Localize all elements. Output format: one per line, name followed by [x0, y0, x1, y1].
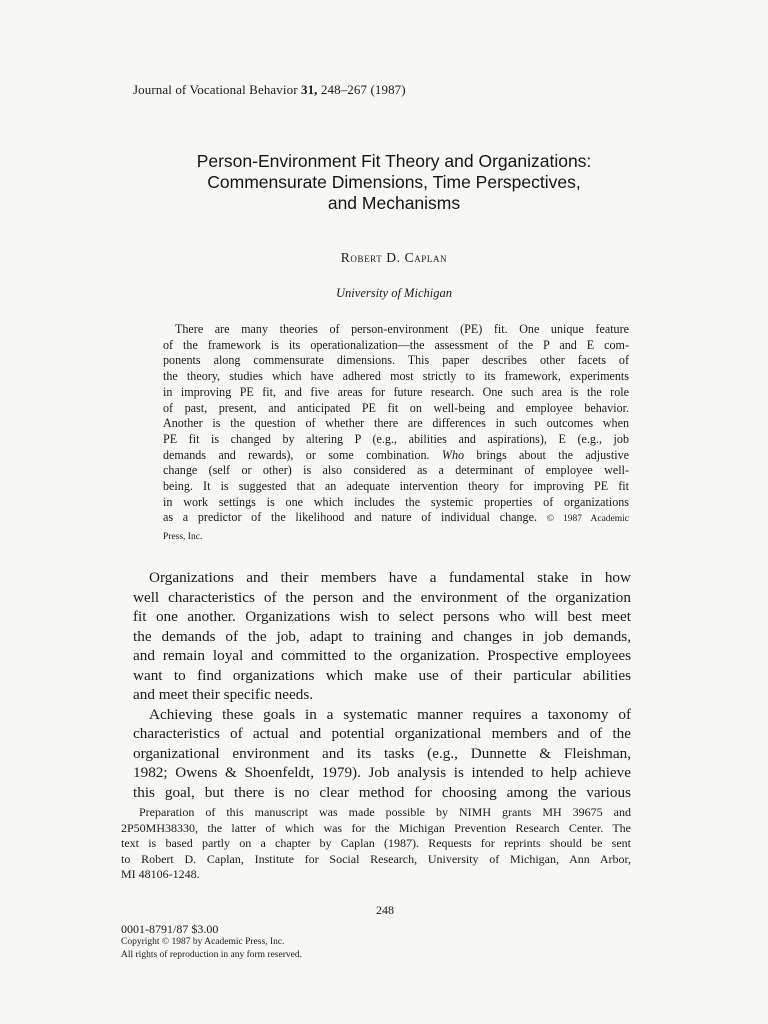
abstract-line: change (self or other) is also considered as a determinant of employee well-	[163, 463, 629, 478]
title-line: and Mechanisms	[327, 193, 461, 213]
abstract-line: of the framework is its operationalization—the assessment of the P and E com-	[163, 337, 629, 352]
journal-volume: 31,	[300, 82, 318, 97]
footnote-line: 2P50MH38330, the latter of which was for the Michigan Prevention Research Center. The	[121, 820, 631, 835]
abstract-line	[163, 510, 629, 528]
journal-citation	[133, 82, 406, 98]
abstract-line: of past, present, and anticipated PE fit on well-being and employee behavior.	[163, 400, 629, 415]
body-line: Organizations and their members have a fundamental stake in how	[149, 569, 631, 586]
body-line: Achieving these goals in a systematic manner requires a taxonomy of	[149, 705, 631, 723]
journal-pages-year: 248–267 (1987)	[320, 82, 406, 97]
title-line: Person-Environment Fit Theory and Organizations:	[196, 151, 592, 171]
abstract-line-text: demands and rewards), or some combination.	[163, 447, 430, 462]
abstract-line: PE fit is changed by altering P (e.g., abilities and aspirations), E (e.g., job	[163, 431, 629, 446]
footnote-line: to Robert D. Caplan, Institute for Social Research, University of Michigan, Ann Arbor,	[121, 851, 631, 866]
body-line: well characteristics of the person and the environment of the organization	[133, 588, 631, 606]
abstract-line: Another is the question of whether there are differences in such outcomes when	[163, 416, 629, 431]
body-line: want to find organizations which make use of their particular abilities	[133, 666, 631, 684]
abstract-line: in improving PE fit, and five areas for future research. One such area is the role	[163, 384, 629, 399]
title-line: Commensurate Dimensions, Time Perspectives,	[207, 172, 581, 192]
body-line: fit one another. Organizations wish to select persons who will best meet	[133, 608, 631, 625]
rights-line: All rights of reproduction in any form reserved.	[121, 950, 302, 960]
abstract-line: ponents along commensurate dimensions. This paper describes other facets of	[163, 353, 629, 368]
footnote-line: MI 48106-1248.	[121, 867, 200, 881]
body-text	[133, 568, 631, 802]
abstract-line-text: brings about the adjustive	[476, 447, 629, 462]
article-title	[120, 151, 668, 214]
footnote-line: text is based partly on a chapter by Caplan (1987). Requests for reprints should be sent	[121, 836, 631, 850]
author-affiliation: University of Michigan	[336, 286, 452, 300]
body-line: characteristics of actual and potential organizational members and of the	[133, 725, 631, 742]
body-line: and meet their specific needs.	[133, 686, 314, 703]
page-number: 248	[376, 903, 394, 917]
journal-name: Journal of Vocational Behavior	[133, 82, 298, 97]
abstract	[163, 322, 629, 546]
body-line: 1982; Owens & Shoenfeldt, 1979). Job analysis is intended to help achieve	[133, 764, 631, 781]
abstract-line	[163, 528, 629, 546]
copyright-line: Copyright © 1987 by Academic Press, Inc.	[121, 937, 285, 947]
abstract-line: There are many theories of person-environment (PE) fit. One unique feature	[175, 322, 629, 336]
abstract-line: the theory, studies which have adhered most strictly to its framework, experiments	[163, 369, 629, 384]
abstract-line-text: as a predictor of the likelihood and nature of individual change.	[163, 510, 537, 525]
author-name: Robert D. Caplan	[340, 250, 448, 265]
footnote	[121, 805, 631, 883]
body-line: the demands of the job, adapt to training and changes in job demands,	[133, 627, 631, 645]
abstract-line: being. It is suggested that an adequate intervention theory for improving PE fit	[163, 479, 629, 494]
abstract-copyright: Press, Inc.	[163, 532, 203, 543]
body-line: and remain loyal and committed to the organization. Prospective employees	[133, 647, 631, 664]
footnote-line: Preparation of this manuscript was made possible by NIMH grants MH 39675 and	[139, 805, 631, 819]
abstract-copyright: © 1987 Academic	[546, 514, 629, 525]
abstract-line	[163, 448, 629, 464]
body-line: organizational environment and its tasks (e.g., Dunnette & Fleishman,	[133, 744, 631, 762]
abstract-line: in work settings is one which includes the systemic properties of organizations	[163, 494, 629, 509]
issn-price: 0001-8791/87 $3.00	[121, 922, 219, 936]
body-line: this goal, but there is no clear method for choosing among the various	[133, 783, 631, 801]
abstract-emphasis: Who	[441, 447, 465, 462]
